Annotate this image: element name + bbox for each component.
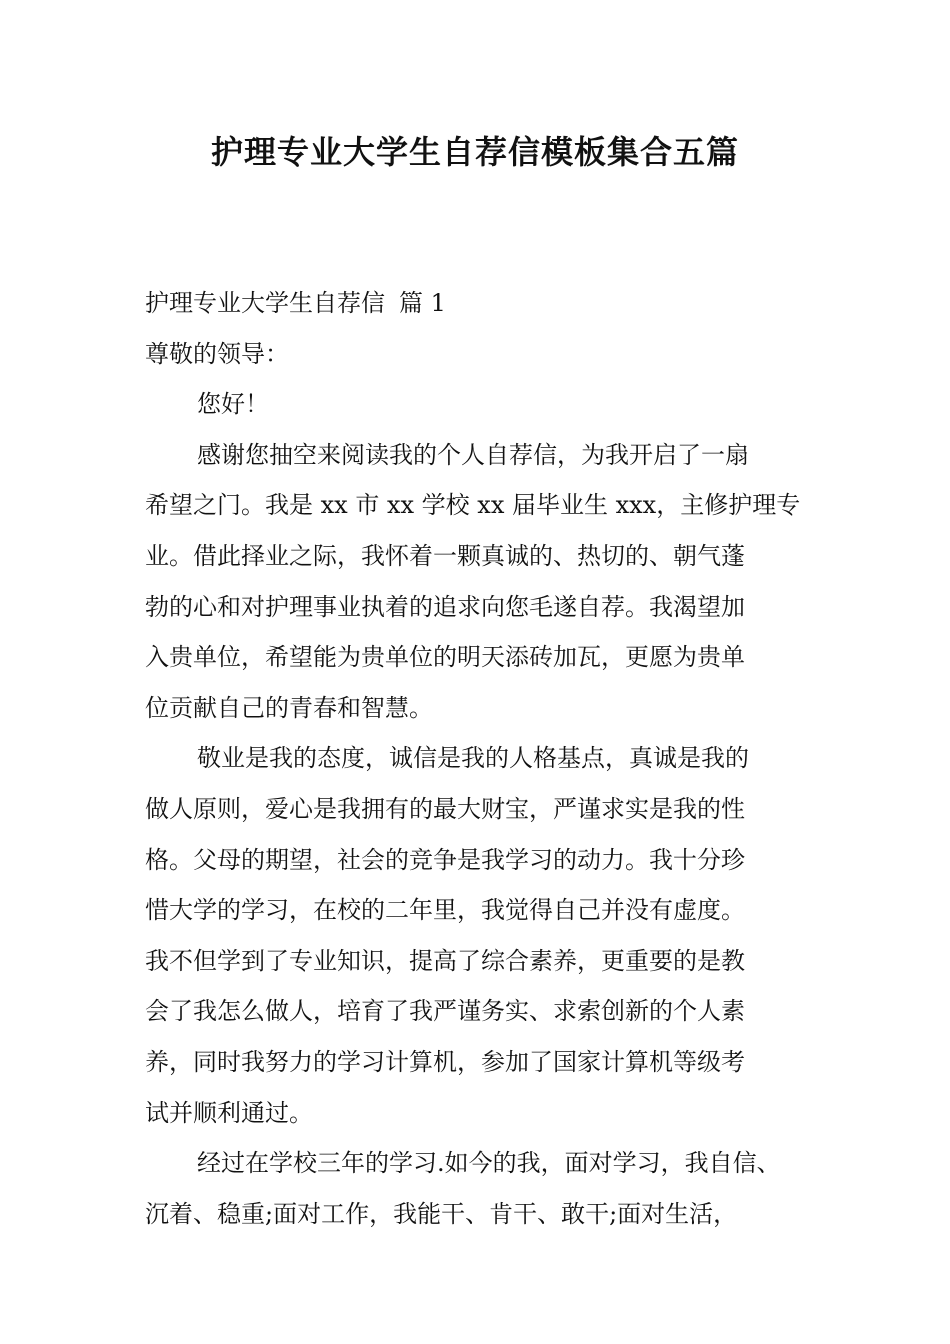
paragraph-3	[145, 1138, 835, 1239]
paragraph-line: 会了我怎么做人，培育了我严谨务实、求索创新的个人素	[145, 997, 745, 1026]
section-heading	[145, 278, 835, 329]
paragraph-line: 养，同时我努力的学习计算机，参加了国家计算机等级考	[145, 1047, 745, 1076]
paragraph-line: 经过在学校三年的学习.如今的我，面对学习，我自信、	[197, 1149, 781, 1178]
section-number: 篇 1	[399, 289, 446, 317]
document-title: 护理专业大学生自荐信模板集合五篇	[210, 133, 739, 171]
paragraph-2	[145, 733, 835, 1138]
paragraph-line: 勃的心和对护理事业执着的追求向您毛遂自荐。我渴望加	[145, 592, 745, 621]
paragraph-line: 业。借此择业之际，我怀着一颗真诚的、热切的、朝气蓬	[145, 541, 745, 570]
paragraph-1	[145, 430, 835, 734]
paragraph-line: 我不但学到了专业知识，提高了综合素养，更重要的是教	[145, 946, 745, 975]
paragraph-line: 敬业是我的态度，诚信是我的人格基点，真诚是我的	[197, 744, 749, 773]
paragraph-line: 希望之门。我是 xx 市 xx 学校 xx 届毕业生 xxx，主修护理专	[145, 491, 801, 520]
document-body	[145, 278, 835, 1239]
paragraph-line: 做人原则，爱心是我拥有的最大财宝，严谨求实是我的性	[145, 794, 745, 823]
paragraph-line: 位贡献自己的青春和智慧。	[145, 693, 433, 722]
paragraph-line: 入贵单位，希望能为贵单位的明天添砖加瓦，更愿为贵单	[145, 643, 745, 672]
salutation: 尊敬的领导：	[145, 339, 289, 368]
paragraph-line: 格。父母的期望，社会的竞争是我学习的动力。我十分珍	[145, 845, 745, 874]
paragraph-line: 感谢您抽空来阅读我的个人自荐信，为我开启了一扇	[197, 440, 749, 469]
paragraph-line: 惜大学的学习，在校的二年里，我觉得自己并没有虚度。	[145, 896, 745, 925]
greeting: 您好！	[197, 390, 269, 419]
paragraph-line: 试并顺利通过。	[145, 1098, 313, 1127]
paragraph-line: 沉着、稳重;面对工作，我能干、肯干、敢干;面对生活，	[145, 1199, 738, 1228]
section-heading-text: 护理专业大学生自荐信	[145, 289, 385, 317]
